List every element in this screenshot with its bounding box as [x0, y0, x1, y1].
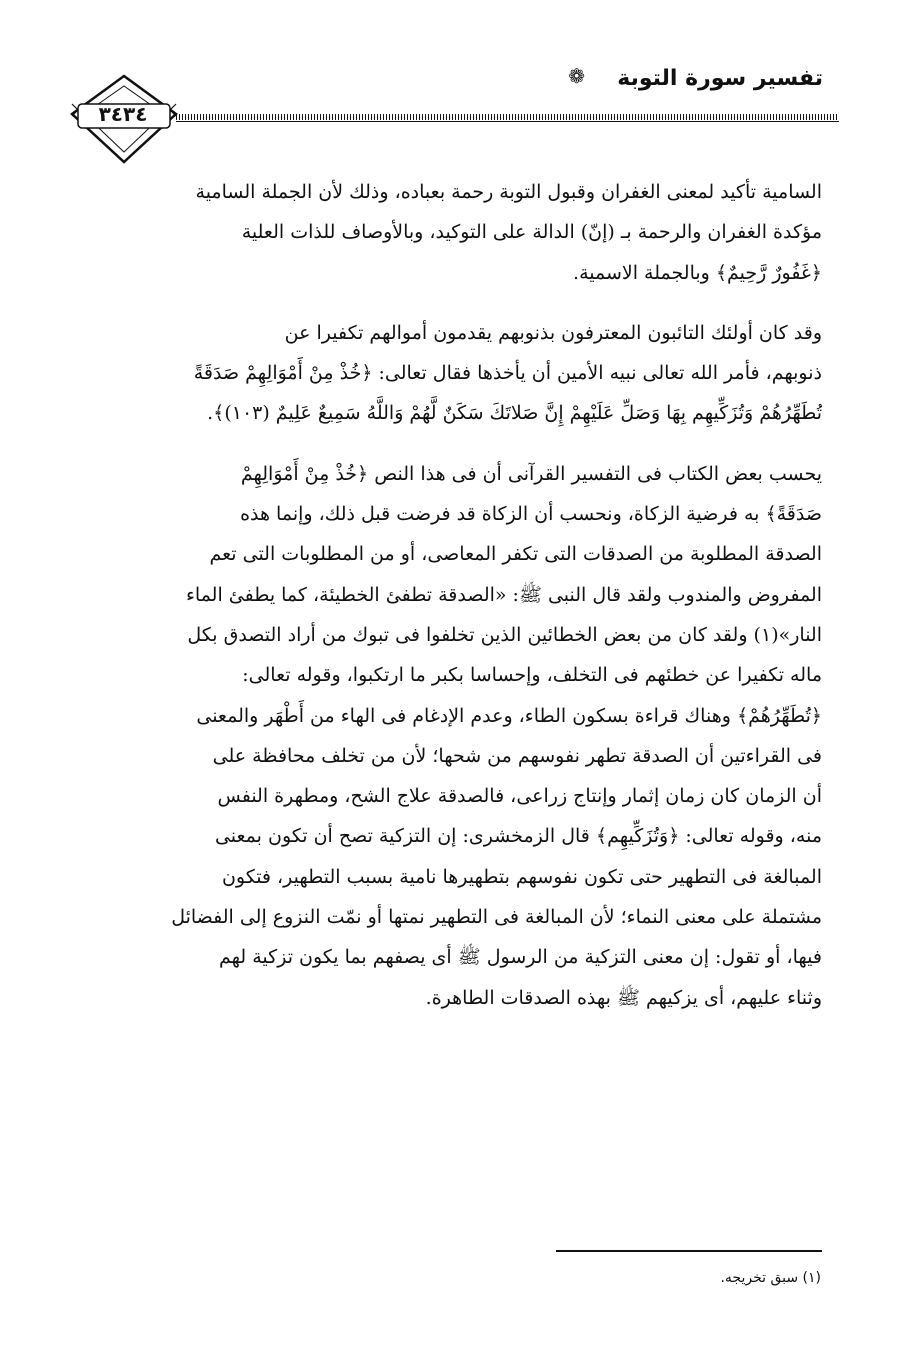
text-line: فى القراءتين أن الصدقة تطهر نفوسهم من شحها؛ لأن من تخلف محافظة على [212, 744, 822, 767]
text-line: ذنوبهم، فأمر الله تعالى نبيه الأمين أن يأخذها فقال تعالى: ﴿خُذْ مِنْ أَمْوَالِهِمْ صَدَقَةً [193, 362, 822, 385]
header-rule-line [176, 121, 839, 122]
body-text [74, 172, 822, 1018]
running-title: تفسير سورة التوبة [617, 66, 823, 91]
text-line: الصدقة المطلوبة من الصدقات التى تكفر المعاصى، أو من المطلوبات التى تعم [209, 543, 822, 566]
text-line: ﴿تُطَهِّرُهُمْ﴾ وهناك قراءة بسكون الطاء، وعدم الإدغام فى الهاء من أَطْهَر والمعنى [196, 704, 822, 727]
text-line: مشتملة على معنى النماء؛ لأن المبالغة فى التطهير نمتها أو نمّت النزوع إلى الفضائل [171, 906, 822, 929]
text-line: منه، وقوله تعالى: ﴿وَتُزَكِّيهِم﴾ قال الزمخشرى: إن التزكية تصح أن تكون بمعنى [214, 825, 822, 848]
text-line: فيها، أو تقول: إن معنى التزكية من الرسول ﷺ أى يصفهم بما يكون تزكية لهم [219, 946, 822, 969]
text-line: السامية تأكيد لمعنى الغفران وقبول التوبة رحمة بعباده، وذلك لأن الجملة السامية [195, 181, 822, 203]
paragraph-1 [74, 172, 822, 293]
text-line: صَدَقَةً﴾ به فرضية الزكاة، ونحسب أن الزكاة قد فرضت قبل ذلك، وإنما هذه [240, 503, 822, 526]
text-line: ماله تكفيرا عن خطئهم فى التخلف، وإحساسا بكبر ما ارتكبوا، وقوله تعالى: [242, 664, 822, 687]
text-line: يحسب بعض الكتاب فى التفسير القرآنى أن فى هذا النص ﴿خُذْ مِنْ أَمْوَالِهِمْ [240, 462, 822, 485]
page-header [0, 0, 915, 160]
text-line: ﴿غَفُورٌ رَّحِيمٌ﴾ وبالجملة الاسمية. [573, 261, 822, 284]
paragraph-2 [74, 313, 822, 434]
page-number: ٣٤٣٤ [98, 102, 148, 126]
footnote: (١) سبق تخريجه. [720, 1270, 821, 1286]
text-line: المبالغة فى التطهير حتى تكون نفوسهم بتطهيرها نامية بسبب التطهير، فتكون [221, 865, 822, 888]
text-line: مؤكدة الغفران والرحمة بـ (إنّ) الدالة على التوكيد، وبالأوصاف للذات العلية [241, 221, 822, 244]
text-line: تُطَهِّرُهُمْ وَتُزَكِّيهِم بِهَا وَصَلِّ عَلَيْهِمْ إِنَّ صَلاتَكَ سَكَنٌ لَّهُمْ وَاللَّهُ سَمِيعٌ عَلِيمٌ (١٠٣)﴾. [207, 402, 822, 425]
text-line: وقد كان أولئك التائبون المعترفون بذنوبهم يقدمون أموالهم تكفيرا عن [284, 321, 822, 344]
text-line: وثناء عليهم، أى يزكيهم ﷺ بهذه الصدقات الطاهرة. [425, 986, 822, 1009]
text-line: النار»(١) ولقد كان من بعض الخطائين الذين تخلفوا فى تبوك من أراد التصدق بكل [187, 623, 822, 646]
text-line: أن الزمان كان زمان إثمار وإنتاج زراعى، فالصدقة علاج الشح، ومطهرة النفس [217, 785, 822, 808]
paragraph-3 [74, 454, 822, 1018]
header-rule [176, 114, 839, 120]
text-line: المفروض والمندوب ولقد قال النبى ﷺ: «الصدقة تطفئ الخطيئة، كما يطفئ الماء [185, 583, 822, 606]
ornament-icon: ❁ [568, 64, 585, 88]
footnote-divider [556, 1250, 822, 1252]
